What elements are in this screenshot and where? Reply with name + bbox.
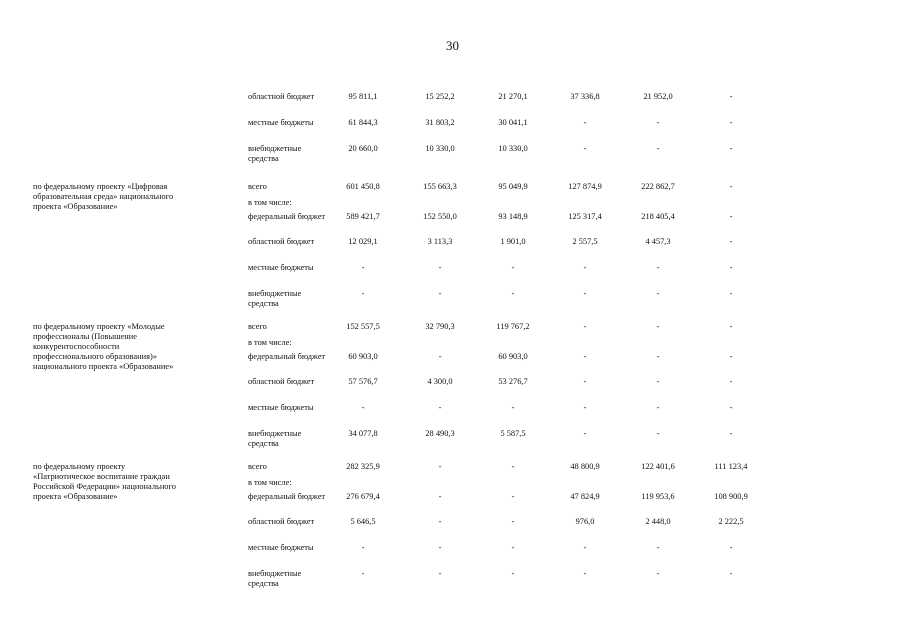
value-cell: 5 587,5	[500, 429, 526, 438]
value-cell: 155 663,3	[423, 182, 457, 191]
value-cell: 2 222,5	[718, 517, 744, 526]
row-label: в том числе:	[248, 338, 292, 347]
value-cell: 21 952,0	[643, 92, 673, 101]
table-row	[0, 263, 905, 287]
row-label: областной бюджет	[248, 237, 315, 246]
value-cell: -	[361, 543, 365, 552]
value-cell: 60 903,0	[498, 352, 528, 361]
value-cell: 10 330,0	[425, 144, 455, 153]
value-cell: 976,0	[575, 517, 595, 526]
row-label: местные бюджеты	[248, 118, 314, 127]
value-cell: -	[583, 289, 587, 298]
row-label: внебюджетные средства	[248, 289, 302, 308]
row-label: федеральный бюджет	[248, 492, 326, 501]
row-label: внебюджетные средства	[248, 569, 302, 588]
page-number: 30	[446, 38, 459, 53]
value-cell: -	[729, 182, 733, 191]
table-row	[0, 237, 905, 261]
value-cell: -	[729, 289, 733, 298]
value-cell: -	[438, 492, 442, 501]
table-row	[0, 492, 905, 516]
value-cell: -	[729, 569, 733, 578]
table-row	[0, 212, 905, 236]
row-label: внебюджетные средства	[248, 144, 302, 163]
value-cell: 276 679,4	[346, 492, 380, 501]
value-cell: 125 317,4	[568, 212, 602, 221]
value-cell: -	[583, 144, 587, 153]
value-cell: -	[361, 289, 365, 298]
value-cell: -	[438, 263, 442, 272]
value-cell: -	[729, 92, 733, 101]
value-cell: 47 824,9	[570, 492, 600, 501]
table-row	[0, 569, 905, 593]
value-cell: -	[583, 352, 587, 361]
value-cell: 4 300,0	[427, 377, 453, 386]
value-cell: -	[656, 429, 660, 438]
project-title: по федеральному проекту «Цифровая образовательная среда» национального проекта «Образование»	[33, 182, 174, 211]
value-cell: -	[511, 492, 515, 501]
value-cell: -	[656, 569, 660, 578]
value-cell: -	[729, 237, 733, 246]
value-cell: -	[729, 429, 733, 438]
value-cell: -	[729, 403, 733, 412]
value-cell: -	[511, 569, 515, 578]
value-cell: -	[656, 289, 660, 298]
value-cell: 218 405,4	[641, 212, 675, 221]
value-cell: 15 252,2	[425, 92, 455, 101]
row-label: всего	[248, 462, 267, 471]
row-label: областной бюджет	[248, 517, 315, 526]
value-cell: 2 557,5	[572, 237, 598, 246]
value-cell: -	[729, 543, 733, 552]
value-cell: -	[511, 462, 515, 471]
value-cell: 119 767,2	[496, 322, 530, 331]
value-cell: -	[729, 377, 733, 386]
value-cell: 601 450,8	[346, 182, 380, 191]
value-cell: -	[438, 403, 442, 412]
value-cell: 152 557,5	[346, 322, 380, 331]
value-cell: 95 811,1	[348, 92, 378, 101]
value-cell: 57 576,7	[348, 377, 378, 386]
table-row	[0, 429, 905, 453]
value-cell: -	[583, 543, 587, 552]
value-cell: -	[729, 212, 733, 221]
value-cell: -	[583, 322, 587, 331]
table-row	[0, 403, 905, 427]
value-cell: -	[729, 322, 733, 331]
table-row	[0, 517, 905, 541]
value-cell: 108 900,9	[714, 492, 748, 501]
value-cell: 10 330,0	[498, 144, 528, 153]
value-cell: 589 421,7	[346, 212, 380, 221]
value-cell: 5 646,5	[350, 517, 376, 526]
value-cell: 95 049,9	[498, 182, 528, 191]
value-cell: 152 550,0	[423, 212, 457, 221]
value-cell: 222 862,7	[641, 182, 675, 191]
value-cell: -	[656, 118, 660, 127]
value-cell: -	[729, 118, 733, 127]
row-label: местные бюджеты	[248, 263, 314, 272]
value-cell: 111 123,4	[714, 462, 748, 471]
value-cell: -	[438, 569, 442, 578]
row-label: федеральный бюджет	[248, 352, 326, 361]
table-row	[0, 118, 905, 142]
row-label: областной бюджет	[248, 92, 315, 101]
table-row	[0, 377, 905, 401]
row-label: в том числе:	[248, 198, 292, 207]
value-cell: -	[583, 118, 587, 127]
value-cell: 61 844,3	[348, 118, 378, 127]
value-cell: -	[656, 144, 660, 153]
value-cell: -	[729, 263, 733, 272]
value-cell: 37 336,8	[570, 92, 600, 101]
value-cell: 21 270,1	[498, 92, 528, 101]
value-cell: 119 953,6	[641, 492, 675, 501]
value-cell: 127 874,9	[568, 182, 602, 191]
value-cell: 93 148,9	[498, 212, 528, 221]
table-row	[0, 144, 905, 168]
value-cell: -	[656, 377, 660, 386]
table-row	[0, 92, 905, 116]
table-row	[0, 352, 905, 376]
value-cell: 20 660,0	[348, 144, 378, 153]
value-cell: 32 790,3	[425, 322, 455, 331]
value-cell: -	[361, 569, 365, 578]
value-cell: 48 800,9	[570, 462, 600, 471]
table-row	[0, 543, 905, 567]
value-cell: -	[511, 289, 515, 298]
value-cell: -	[438, 517, 442, 526]
value-cell: 53 276,7	[498, 377, 528, 386]
value-cell: -	[511, 263, 515, 272]
value-cell: -	[583, 403, 587, 412]
value-cell: -	[656, 263, 660, 272]
value-cell: -	[511, 543, 515, 552]
value-cell: -	[656, 543, 660, 552]
value-cell: 31 803,2	[425, 118, 455, 127]
value-cell: -	[729, 352, 733, 361]
value-cell: 3 113,3	[427, 237, 453, 246]
project-title: по федеральному проекту «Патриотическое воспитание граждан Российской Федерации» национального проекта «Образование»	[33, 462, 176, 501]
project-title: по федеральному проекту «Молодые профессионалы (Повышение конкурентоспособности профессионального образования)» национального проекта «Образование»	[33, 322, 174, 371]
table-row	[0, 289, 905, 313]
value-cell: -	[656, 403, 660, 412]
value-cell: -	[438, 462, 442, 471]
value-cell: -	[438, 289, 442, 298]
value-cell: -	[583, 263, 587, 272]
value-cell: -	[511, 403, 515, 412]
value-cell: 282 325,9	[346, 462, 380, 471]
value-cell: -	[361, 403, 365, 412]
value-cell: -	[361, 263, 365, 272]
value-cell: 122 401,6	[641, 462, 675, 471]
value-cell: -	[729, 144, 733, 153]
value-cell: -	[583, 429, 587, 438]
row-label: внебюджетные средства	[248, 429, 302, 448]
value-cell: -	[438, 352, 442, 361]
value-cell: 60 903,0	[348, 352, 378, 361]
value-cell: -	[656, 322, 660, 331]
value-cell: -	[656, 352, 660, 361]
value-cell: 28 490,3	[425, 429, 455, 438]
value-cell: 30 041,1	[498, 118, 528, 127]
value-cell: -	[583, 569, 587, 578]
row-label: местные бюджеты	[248, 543, 314, 552]
row-label: всего	[248, 322, 267, 331]
value-cell: -	[511, 517, 515, 526]
value-cell: -	[438, 543, 442, 552]
value-cell: 2 448,0	[645, 517, 671, 526]
row-label: местные бюджеты	[248, 403, 314, 412]
row-label: в том числе:	[248, 478, 292, 487]
value-cell: 4 457,3	[645, 237, 671, 246]
value-cell: 1 901,0	[500, 237, 526, 246]
row-label: всего	[248, 182, 267, 191]
value-cell: 12 029,1	[348, 237, 378, 246]
row-label: федеральный бюджет	[248, 212, 326, 221]
row-label: областной бюджет	[248, 377, 315, 386]
value-cell: -	[583, 377, 587, 386]
value-cell: 34 077,8	[348, 429, 378, 438]
